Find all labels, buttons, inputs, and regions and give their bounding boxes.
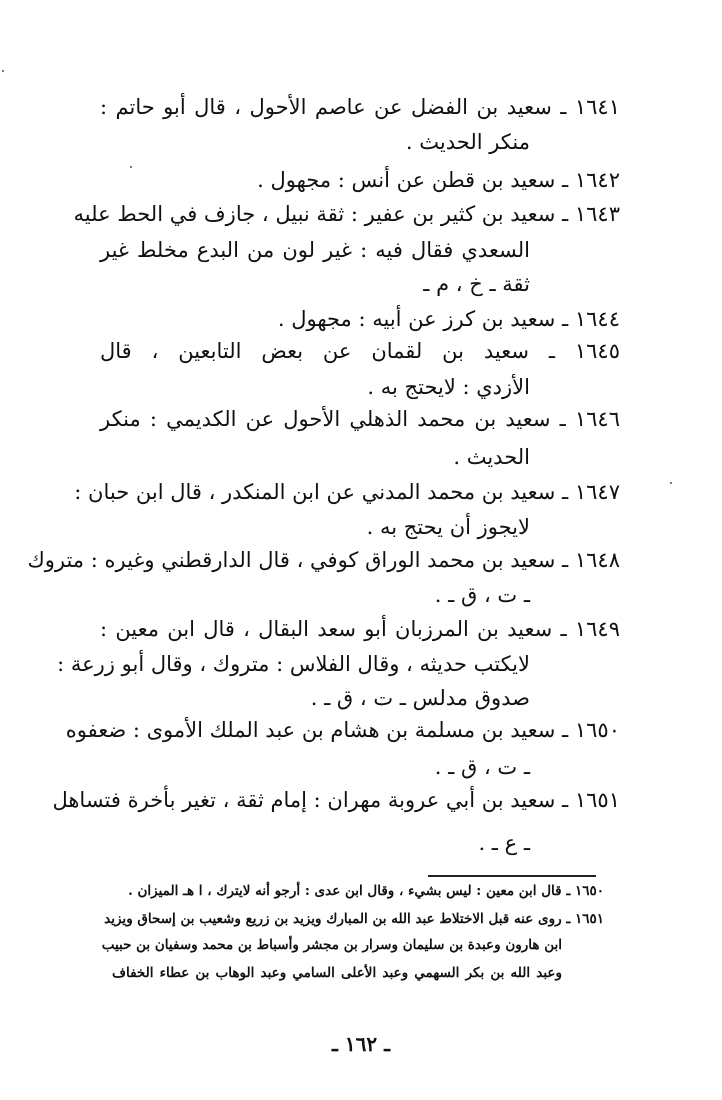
footnote-1650: ١٦٥٠ ـ قال ابن معين : ليس بشيء ، وقال ابن عدى : أرجو أنه لايترك ، ا هـ الميزان . (128, 883, 604, 899)
entry-1649-line-3: صدوق مدلس ـ ت ، ق ـ . (310, 686, 530, 710)
entry-1646-line-2: الحديث . (453, 445, 530, 469)
entry-1643-line-1: ١٦٤٣ ـ سعيد بن كثير بن عفير : ثقة نبيل ، جازف في الحط عليه (73, 202, 620, 226)
scan-speck (130, 166, 132, 168)
footnote-separator (428, 875, 596, 877)
entry-1651-line-2: ـ ع ـ . (478, 831, 530, 855)
footnote-1651-line-1: ١٦٥١ ـ روى عنه قبل الاختلاط عبد الله بن المبارك ويزيد بن زريع وشعيب بن إسحاق ويزيد (104, 911, 604, 927)
entry-1645-line-2: الأزدي : لايحتج به . (367, 375, 530, 399)
entry-1646-line-1: ١٦٤٦ ـ سعيد بن محمد الذهلي الأحول عن الكديمي : منكر (100, 407, 620, 431)
entry-1641-line-1: ١٦٤١ ـ سعيد بن الفضل عن عاصم الأحول ، قال أبو حاتم : (100, 95, 620, 119)
entry-1649-line-2: لايكتب حديثه ، وقال الفلاس : متروك ، وقال أبو زرعة : (57, 652, 530, 676)
entry-1650-line-1: ١٦٥٠ ـ سعيد بن مسلمة بن هشام بن عبد الملك الأموى : ضعفوه (65, 718, 620, 742)
entry-1645-line-1: ١٦٤٥ ـ سعيد بن لقمان عن بعض التابعين ، قال (100, 339, 620, 363)
entry-1641-line-2: منكر الحديث . (405, 130, 530, 154)
entry-1650-line-2: ـ ت ، ق ـ . (434, 755, 530, 779)
footnote-1651-line-3: وعبد الله بن بكر السهمي وعبد الأعلى السامي وعبد الوهاب بن عطاء الخفاف (112, 965, 562, 981)
entry-1643-line-3: ثقة ـ خ ، م ـ (423, 272, 530, 296)
entry-1647-line-1: ١٦٤٧ ـ سعيد بن محمد المدني عن ابن المنكدر ، قال ابن حبان : (74, 480, 620, 504)
page-number: ـ ١٦٢ ـ (332, 1032, 390, 1056)
footnote-1651-line-2: ابن هارون وعبدة بن سليمان وسرار بن مجشر وأسباط بن محمد وسفيان بن حبيب (101, 937, 562, 953)
entry-1644-line-1: ١٦٤٤ ـ سعيد بن كرز عن أبيه : مجهول . (277, 307, 620, 331)
scan-speck (2, 70, 4, 72)
entry-1651-line-1: ١٦٥١ ـ سعيد بن أبي عروبة مهران : إمام ثقة ، تغير بأخرة فتساهل (52, 788, 620, 812)
entry-1642-line-1: ١٦٤٢ ـ سعيد بن قطن عن أنس : مجهول . (257, 168, 620, 192)
entry-1643-line-2: السعدي فقال فيه : غير لون من البدع مخلط غير (100, 238, 530, 262)
entry-1647-line-2: لايجوز أن يحتج به . (366, 515, 530, 539)
entry-1648-line-1: ١٦٤٨ ـ سعيد بن محمد الوراق كوفي ، قال الدارقطني وغيره : متروك (27, 548, 620, 572)
entry-1648-line-2: ـ ت ، ق ـ . (434, 583, 530, 607)
entry-1649-line-1: ١٦٤٩ ـ سعيد بن المرزبان أبو سعد البقال ، قال ابن معين : (100, 617, 620, 641)
scan-speck (670, 482, 672, 484)
